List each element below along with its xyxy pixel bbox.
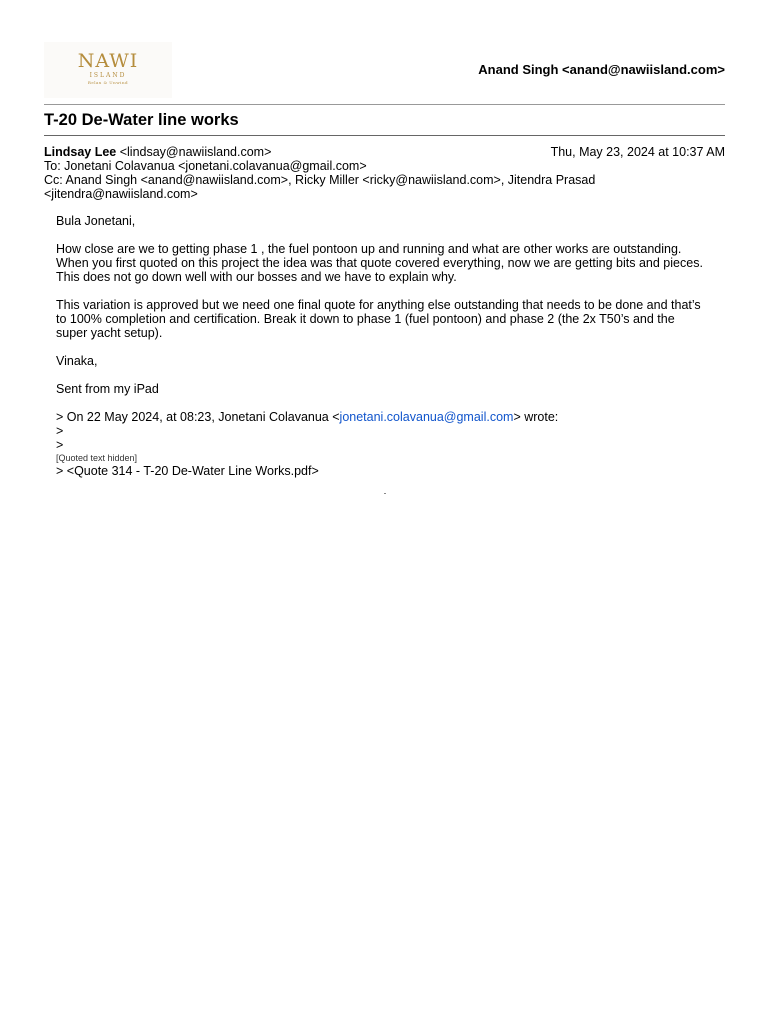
sender-email: <lindsay@nawiisland.com>: [116, 145, 272, 159]
paragraph-2: [56, 298, 721, 340]
logo-subtitle: ISLAND: [89, 72, 127, 79]
company-logo: [44, 42, 172, 98]
subject-divider: [44, 135, 725, 136]
quoted-text-hidden[interactable]: [Quoted text hidden]: [56, 453, 138, 463]
sent-date: Thu, May 23, 2024 at 10:37 AM: [550, 145, 725, 159]
paragraph-1-line-1: How close are we to getting phase 1 , the fuel pontoon up and running and what are other works are outstanding.: [56, 242, 682, 256]
quote-marker: >: [56, 424, 64, 438]
stray-mark: [384, 493, 386, 494]
sent-from: Sent from my iPad: [56, 382, 159, 396]
quote-email-link[interactable]: jonetani.colavanua@gmail.com: [339, 410, 514, 424]
header-divider: [44, 104, 725, 105]
message-body: [56, 214, 721, 478]
cc-line-1: Cc: Anand Singh <anand@nawiisland.com>, Ricky Miller <ricky@nawiisland.com>, Jitendra Prasad: [44, 173, 596, 187]
quote-suffix: > wrote:: [513, 410, 559, 424]
greeting: Bula Jonetani,: [56, 214, 136, 228]
signoff: Vinaka,: [56, 354, 98, 368]
sender-line: [44, 145, 271, 159]
logo-wordmark: NAWI: [77, 50, 139, 72]
cc-line: [44, 173, 725, 201]
attachment-line: > <Quote 314 - T-20 De-Water Line Works.pdf>: [56, 464, 319, 478]
paragraph-1: [56, 242, 721, 284]
quote-header: [56, 410, 721, 424]
paragraph-2-line-3: super yacht setup).: [56, 326, 163, 340]
cc-line-2: <jitendra@nawiisland.com>: [44, 187, 198, 201]
paragraph-2-line-1: This variation is approved but we need one final quote for anything else outstanding that needs to be done and that’s: [56, 298, 701, 312]
email-subject: T-20 De-Water line works: [44, 111, 239, 129]
paragraph-2-line-2: to 100% completion and certification. Break it down to phase 1 (fuel pontoon) and phase 2 (the 2x T50’s and the: [56, 312, 675, 326]
quote-marker: >: [56, 438, 64, 452]
paragraph-1-line-2: When you first quoted on this project the idea was that quote covered everything, now we are getting bits and pieces.: [56, 256, 703, 270]
account-name: Anand Singh <anand@nawiisland.com>: [478, 62, 725, 77]
quote-prefix: > On 22 May 2024, at 08:23, Jonetani Colavanua <: [56, 410, 340, 424]
logo-tagline: Relax & Unwind: [87, 80, 129, 85]
to-line: To: Jonetani Colavanua <jonetani.colavanua@gmail.com>: [44, 159, 367, 173]
sender-name: Lindsay Lee: [44, 145, 117, 159]
paragraph-1-line-3: This does not go down well with our bosses and we have to explain why.: [56, 270, 457, 284]
